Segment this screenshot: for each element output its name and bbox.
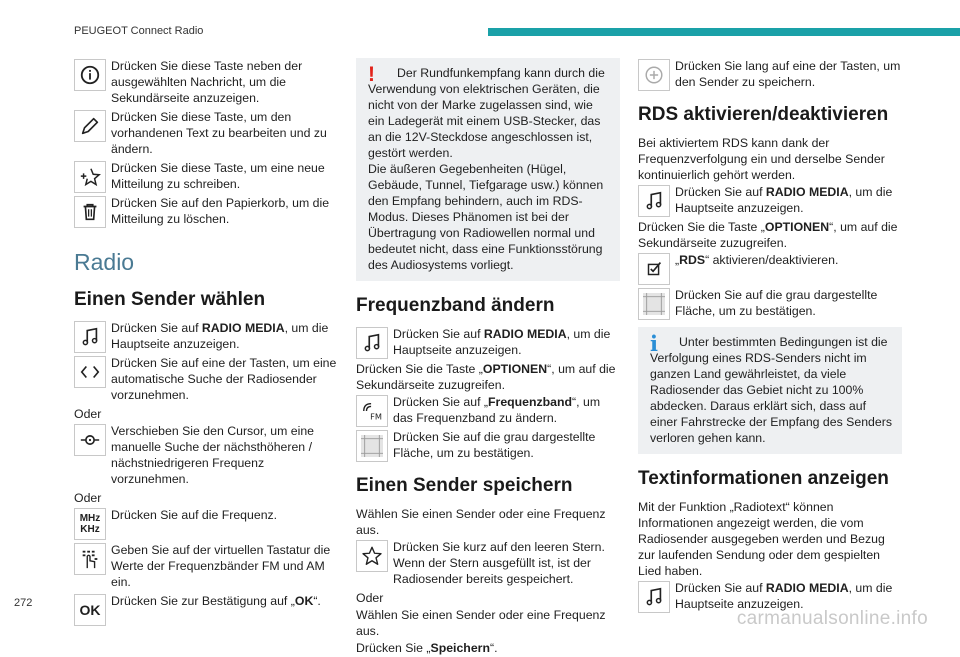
music-note-icon [638,185,670,217]
add-preset-icon [638,59,670,91]
ok-step: OK Drücken Sie zur Bestätigung auf „OK“. [74,593,342,625]
band-change-step: FM Drücken Sie auf „Frequenzband“, um das Frequenzband zu ändern. [356,394,620,426]
page-number: 272 [14,597,33,609]
music-note-icon [638,581,670,613]
save-star-step: Drücken Sie kurz auf den leeren Stern. Wenn der Stern ausgefüllt ist, ist der Radiosender bereits gespeichert. [356,539,620,587]
msg-info-item: Drücken Sie diese Taste neben der ausgewählten Nachricht, um die Sekundärseite anzuzeigen. [74,58,342,106]
keyboard-step: Geben Sie auf der virtuellen Tastatur die Werte der Frequenzbänder FM und AM ein. [74,542,342,590]
save-heading: Einen Sender speichern [356,475,573,496]
band-radio-media-step: Drücken Sie auf RADIO MEDIA, um die Hauptseite anzuzeigen. [356,326,620,358]
or-label: Oder [74,491,102,505]
rds-options-step: Drücken Sie die Taste „OPTIONEN“, um auf die Sekundärseite zuzugreifen. [638,220,898,250]
band-confirm-step: Drücken Sie auf die grau dargestellte Fläche, um zu bestätigen. [356,429,620,461]
running-header: PEUGEOT Connect Radio [74,25,204,37]
column-3 [638,58,902,615]
grey-area-icon [356,430,388,462]
music-note-icon [356,327,388,359]
watermark: carmanualsonline.info [736,608,928,629]
frequency-step: MHz KHz Drücken Sie auf die Frequenz. [74,507,342,539]
msg-new-item: Drücken Sie diese Taste, um eine neue Mitteilung zu schreiben. [74,160,342,192]
checkbox-icon [638,253,670,285]
grey-area-icon [638,288,670,320]
pencil-icon [74,110,106,142]
manual-search-step: Verschieben Sie den Cursor, um eine manuelle Suche der nächsthöheren / nächstniedrigeren Frequenz vorzunehmen. [74,423,342,487]
keypad-hand-icon [74,543,106,575]
or-label: Oder [74,407,102,421]
radio-section-title: Radio [74,249,135,275]
radio-media-step: Drücken Sie auf RADIO MEDIA, um die Hauptseite anzuzeigen. [74,320,342,352]
star-icon [356,540,388,572]
radio-band-icon [356,395,388,427]
rds-radio-media-step: Drücken Sie auf RADIO MEDIA, um die Hauptseite anzuzeigen. [638,184,902,216]
select-station-heading: Einen Sender wählen [74,289,266,310]
warning-icon: ! [368,63,375,86]
star-plus-icon [74,161,106,193]
radiotext-heading: Textinformationen anzeigen [638,468,889,489]
rds-intro: Bei aktiviertem RDS kann dank der Frequenzverfolgung ein und derselbe Sender kontinuierlich gehört werden. [638,136,885,182]
save-press-step: Drücken Sie „Speichern“. [356,641,498,655]
msg-delete-item: Drücken Sie auf den Papierkorb, um die Mitteilung zu löschen. [74,195,342,227]
options-step: Drücken Sie die Taste „OPTIONEN“, um auf die Sekundärseite zuzugreifen. [356,362,616,392]
svg-text:FM: FM [370,411,383,422]
or-label: Oder [356,591,384,605]
chevrons-left-right-icon [74,356,106,388]
save-select-step: Wählen Sie einen Sender oder eine Frequenz aus. [356,608,606,638]
cursor-slider-icon [74,424,106,456]
column-1 [74,58,342,628]
radiotext-radio-media-step: Drücken Sie auf RADIO MEDIA, um die Hauptseite anzuzeigen. [638,580,902,612]
music-note-icon [74,321,106,353]
info-icon: i [650,331,658,356]
ok-icon: OK [74,594,106,626]
auto-search-step: Drücken Sie auf eine der Tasten, um eine automatische Suche der Radiosender vorzunehmen. [74,355,342,403]
band-heading: Frequenzband ändern [356,295,555,316]
save-intro: Wählen Sie einen Sender oder eine Frequenz aus. [356,507,606,537]
hold-save-step: Drücken Sie lang auf eine der Tasten, um den Sender zu speichern. [638,58,902,90]
info-note: i Unter bestimmten Bedingungen ist die Verfolgung eines RDS-Senders nicht im ganzen Land gewährleistet, da viele Radiosender das Gebiet nicht zu 100% abdecken. Daraus erklärt sich, dass auf einer Fahrstrecke der Empfang des Senders verloren gehen kann. [638,327,902,454]
rds-heading: RDS aktivieren/deaktivieren [638,104,889,125]
mhz-khz-icon: MHz KHz [74,508,106,540]
warning-note: ! Der Rundfunkempfang kann durch die Verwendung von elektrischen Geräten, die nicht von der Marke zugelassen sind, wie ein Ladegerät mit einem USB-Stecker, das an die 12V-Steckdose angeschlossen ist, gestört werden. Die äußeren Gegebenheiten (Hügel, Gebäude, Tunnel, Tiefgarage usw.) können den Empfang behindern, auch im RDS-Modus. Dieses Phänomen ist bei der Übertragung von Radiowellen normal und bedeutet nicht, dass eine Funktionsstörung des Audiosystems vorliegt. [356,58,620,281]
msg-edit-item: Drücken Sie diese Taste, um den vorhandenen Text zu bearbeiten und zu ändern. [74,109,342,157]
header-accent-bar [488,28,960,36]
radiotext-intro: Mit der Funktion „Radiotext“ können Informationen angezeigt werden, die vom Radiosender ausgegeben werden und Bezug zur laufenden Sendung oder dem gespielten Lied haben. [638,500,885,578]
column-2 [356,58,620,657]
rds-confirm-step: Drücken Sie auf die grau dargestellte Fläche, um zu bestätigen. [638,287,902,319]
rds-toggle-step: „RDS“ aktivieren/deaktivieren. [638,252,902,284]
trash-icon [74,196,106,228]
info-circle-icon [74,59,106,91]
